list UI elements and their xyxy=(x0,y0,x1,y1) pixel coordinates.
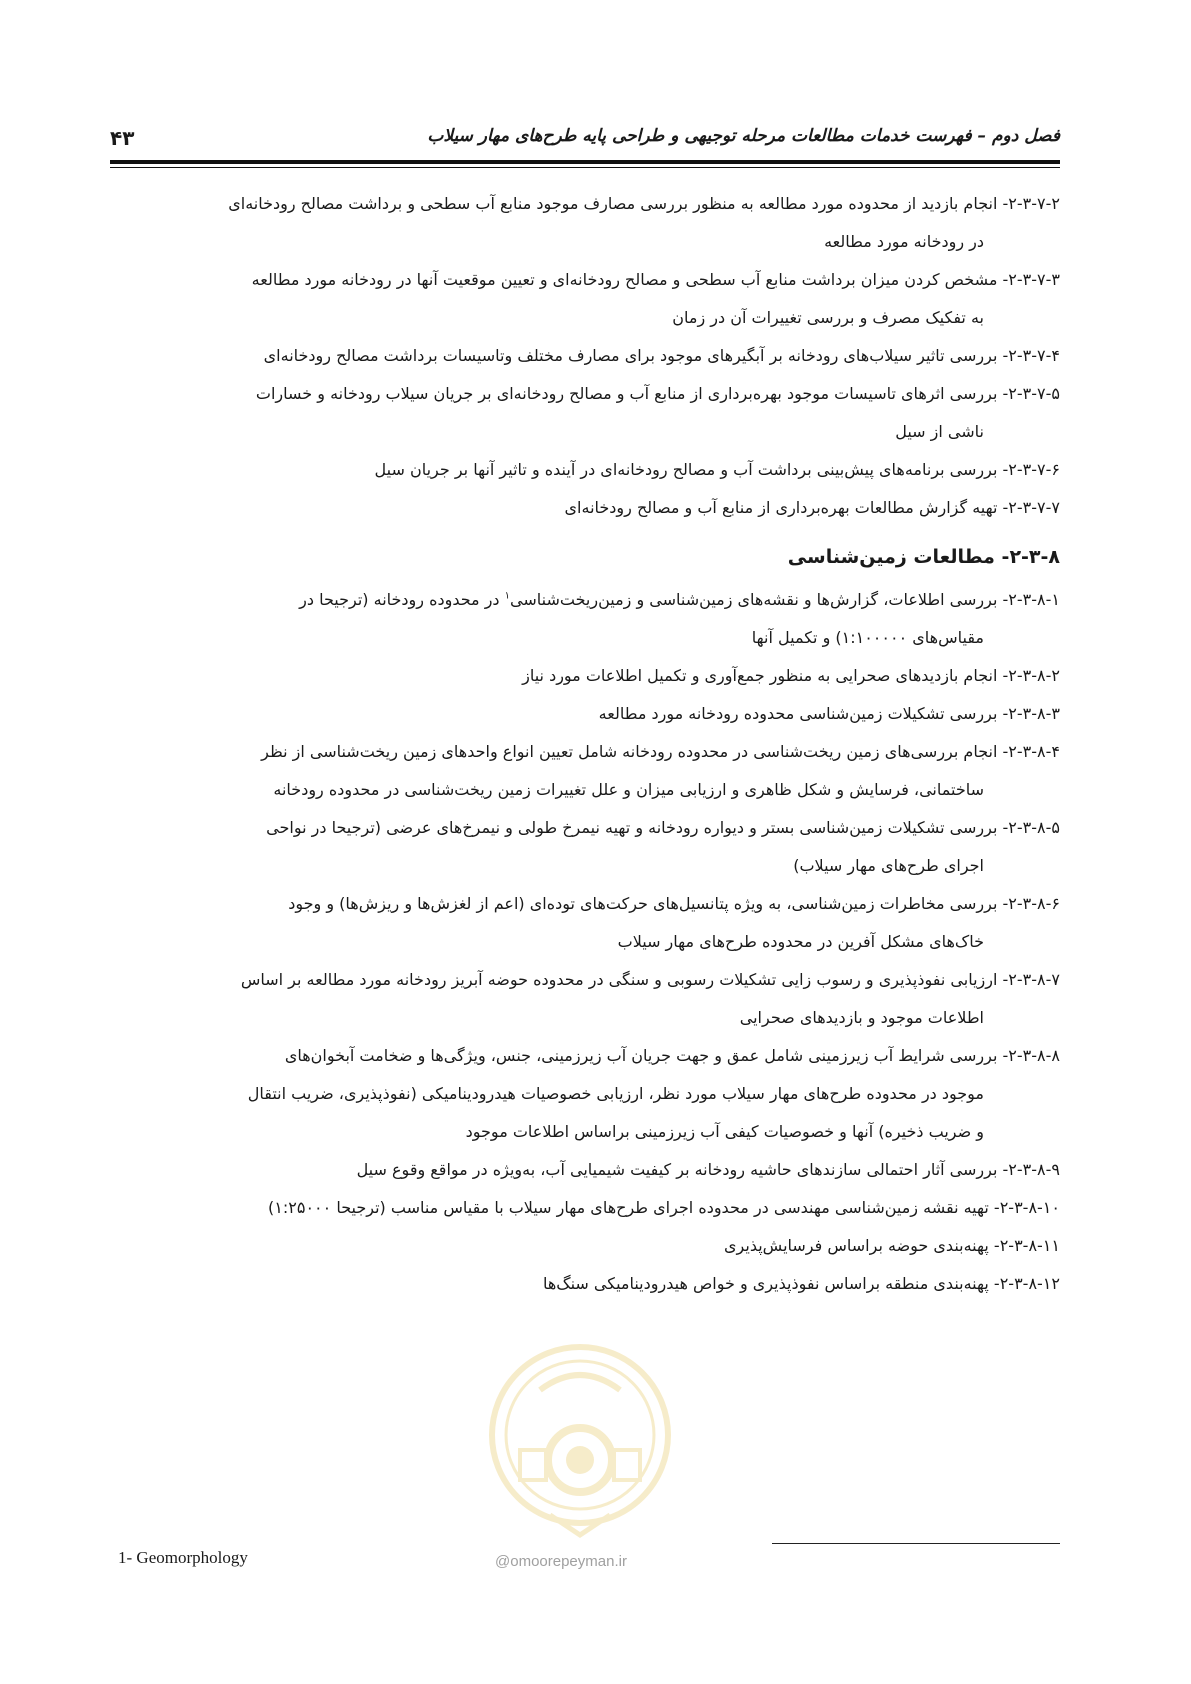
list-item: ۲-۳-۸-۳- بررسی تشکیلات زمین‌شناسی محدوده رودخانه مورد مطالعه xyxy=(598,704,1060,723)
list-item: ۲-۳-۸-۵- بررسی تشکیلات زمین‌شناسی بستر و دیواره رودخانه و تهیه نیمرخ طولی و نیمرخ‌های عرضی (ترجیحا در نواحی xyxy=(266,818,1060,837)
list-item: ۲-۳-۷-۶- بررسی برنامه‌های پیش‌بینی برداشت آب و مصالح رودخانه‌ای در آینده و تاثیر آنها بر جریان سیل xyxy=(374,460,1060,479)
list-item: ۲-۳-۸-۱۱- پهنه‌بندی حوضه براساس فرسایش‌پذیری xyxy=(724,1236,1060,1255)
list-item: ۲-۳-۸-۸- بررسی شرایط آب زیرزمینی شامل عمق و جهت جریان آب زیرزمینی، جنس، ویژگی‌ها و ضخامت آبخوان‌های xyxy=(284,1046,1060,1065)
list-item-continuation: ناشی از سیل xyxy=(895,422,984,441)
running-header xyxy=(110,126,1060,156)
list-item: ۲-۳-۸-۱- بررسی اطلاعات، گزارش‌ها و نقشه‌های زمین‌شناسی و زمین‌ریخت‌شناسی$^۱$ در محدوده رودخانه (ترجیحا در xyxy=(299,590,1060,609)
list-item: ۲-۳-۸-۷- ارزیابی نفوذپذیری و رسوب زایی تشکیلات رسوبی و سنگی در محدوده حوضه آبریز رودخانه مورد مطالعه بر اساس xyxy=(240,970,1060,989)
list-item: ۲-۳-۷-۷- تهیه گزارش مطالعات بهره‌برداری از منابع آب و مصالح رودخانه‌ای xyxy=(564,498,1060,517)
list-item: ۲-۳-۸-۱۰- تهیه نقشه زمین‌شناسی مهندسی در محدوده اجرای طرح‌های مهار سیلاب با مقیاس مناسب (ترجیحا ۱:۲۵۰۰۰) xyxy=(268,1198,1060,1217)
chapter-title: فصل دوم – فهرست خدمات مطالعات مرحله توجیهی و طراحی پایه طرح‌های مهار سیلاب xyxy=(427,126,1060,146)
list-item: ۲-۳-۸-۲- انجام بازدیدهای صحرایی به منظور جمع‌آوری و تکمیل اطلاعات مورد نیاز xyxy=(522,666,1060,685)
footnote: 1- Geomorphology xyxy=(118,1548,248,1567)
page-number: ۴۳ xyxy=(110,126,135,150)
watermark-logo xyxy=(480,1330,680,1560)
list-item-continuation: ساختمانی، فرسایش و شکل ظاهری و ارزیابی میزان و علل تغییرات زمین ریخت‌شناسی در محدوده رودخانه xyxy=(273,780,984,799)
list-item: ۲-۳-۸-۱۲- پهنه‌بندی منطقه براساس نفوذپذیری و خواص هیدرودینامیکی سنگ‌ها xyxy=(542,1274,1060,1293)
list-item: ۲-۳-۷-۴- بررسی تاثیر سیلاب‌های رودخانه بر آبگیرهای موجود برای مصارف مختلف وتاسیسات برداشت مصالح رودخانه‌ای xyxy=(263,346,1060,365)
list-item-continuation: اجرای طرح‌های مهار سیلاب) xyxy=(793,856,984,875)
footnote-divider xyxy=(772,1543,1060,1544)
list-item-continuation: و ضریب ذخیره) آنها و خصوصیات کیفی آب زیرزمینی براساس اطلاعات موجود xyxy=(465,1122,984,1141)
list-item-continuation: مقیاس‌های ۱:۱۰۰۰۰۰) و تکمیل آنها xyxy=(751,628,984,647)
list-item-continuation: خاک‌های مشکل آفرین در محدوده طرح‌های مهار سیلاب xyxy=(617,932,984,951)
list-item-continuation: اطلاعات موجود و بازدیدهای صحرایی xyxy=(739,1008,984,1027)
list-item: ۲-۳-۸-۶- بررسی مخاطرات زمین‌شناسی، به ویژه پتانسیل‌های حرکت‌های توده‌ای (اعم از لغزش‌ها و ریزش‌ها) و وجود xyxy=(288,894,1060,913)
list-item: ۲-۳-۸-۹- بررسی آثار احتمالی سازندهای حاشیه رودخانه بر کیفیت شیمیایی آب، به‌ویژه در مواقع وقوع سیل xyxy=(356,1160,1060,1179)
watermark-url: @omoorepeyman.ir xyxy=(495,1553,627,1570)
page-body xyxy=(118,185,1060,1303)
list-item: ۲-۳-۷-۵- بررسی اثرهای تاسیسات موجود بهره‌برداری از منابع آب و مصالح رودخانه‌ای بر جریان سیلاب رودخانه و خسارات xyxy=(255,384,1060,403)
footnote-mark: ۱ xyxy=(504,590,511,602)
list-item: ۲-۳-۸-۴- انجام بررسی‌های زمین ریخت‌شناسی در محدوده رودخانه شامل تعیین انواع واحدهای زمین ریخت‌شناسی از نظر xyxy=(261,742,1060,761)
header-rule-thin xyxy=(110,167,1060,168)
list-item-continuation: موجود در محدوده طرح‌های مهار سیلاب مورد نظر، ارزیابی خصوصیات هیدرودینامیکی (نفوذپذیری، ضریب انتقال xyxy=(247,1084,984,1103)
list-item: ۲-۳-۷-۳- مشخص کردن میزان برداشت منابع آب سطحی و مصالح رودخانه‌ای و تعیین موقعیت آنها در رودخانه مورد مطالعه xyxy=(251,270,1060,289)
list-item-continuation: در رودخانه مورد مطالعه xyxy=(824,232,984,251)
list-item: ۲-۳-۷-۲- انجام بازدید از محدوده مورد مطالعه به منظور بررسی مصارف موجود منابع آب سطحی و برداشت مصالح رودخانه‌ای xyxy=(228,194,1060,213)
section-heading: ۲-۳-۸- مطالعات زمین‌شناسی xyxy=(787,546,1060,568)
list-item-continuation: به تفکیک مصرف و بررسی تغییرات آن در زمان xyxy=(672,308,984,327)
header-rule xyxy=(110,160,1060,164)
